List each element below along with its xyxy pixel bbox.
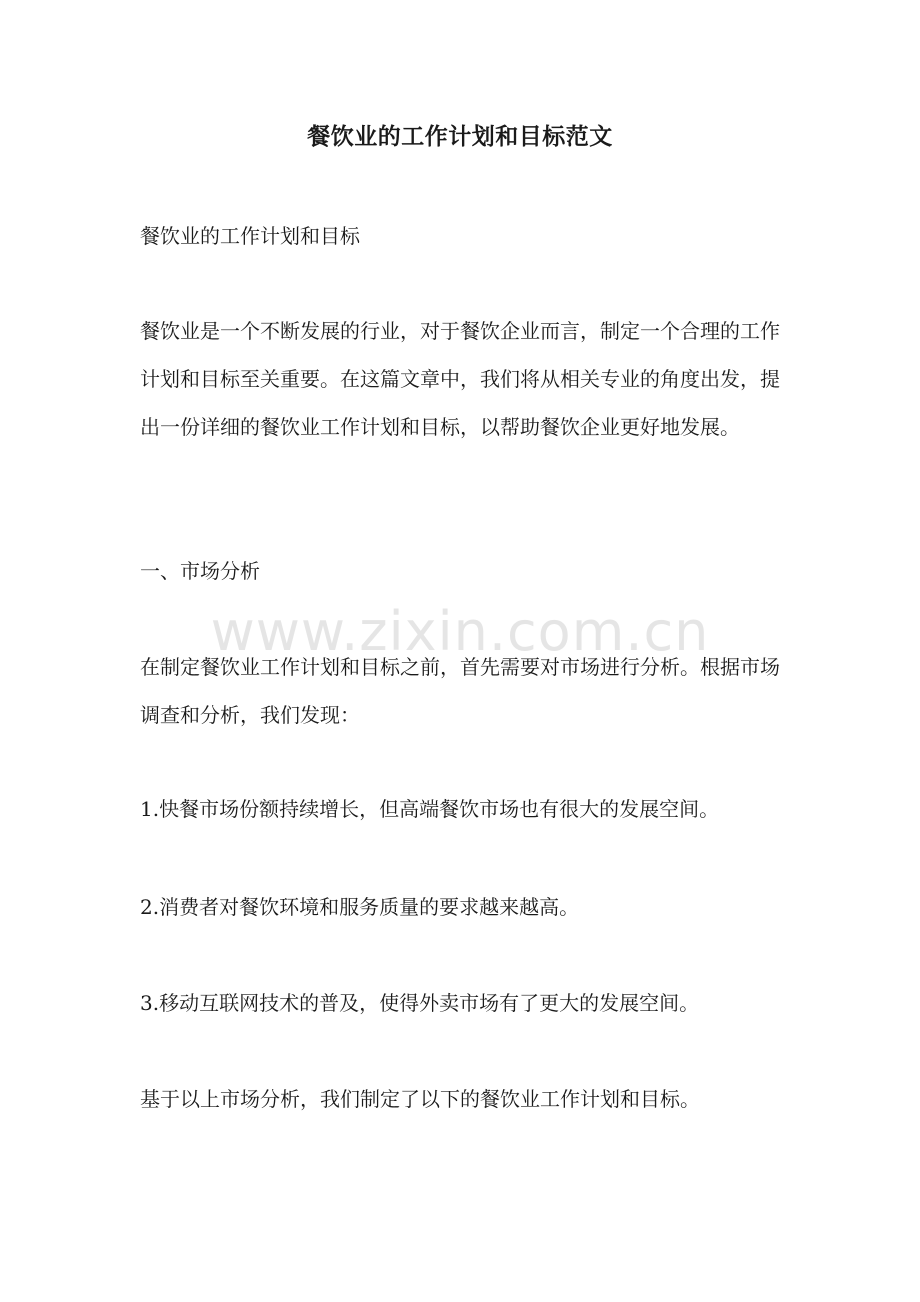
section-paragraph-market-analysis: 在制定餐饮业工作计划和目标之前，首先需要对市场进行分析。根据市场调查和分析，我们发现： bbox=[140, 655, 780, 727]
list-item-3: 3.移动互联网技术的普及，使得外卖市场有了更大的发展空间。 bbox=[140, 991, 700, 1015]
section-heading-market-analysis: 一、市场分析 bbox=[140, 559, 260, 583]
document-title: 餐饮业的工作计划和目标范文 bbox=[307, 123, 613, 150]
document-subtitle: 餐饮业的工作计划和目标 bbox=[140, 224, 360, 248]
list-item-1: 1.快餐市场份额持续增长，但高端餐饮市场也有很大的发展空间。 bbox=[140, 797, 720, 821]
conclusion-paragraph: 基于以上市场分析，我们制定了以下的餐饮业工作计划和目标。 bbox=[140, 1087, 700, 1111]
list-item-2: 2.消费者对餐饮环境和服务质量的要求越来越高。 bbox=[140, 895, 580, 919]
watermark: www.zixin.com.cn bbox=[210, 600, 710, 663]
intro-paragraph: 餐饮业是一个不断发展的行业，对于餐饮企业而言，制定一个合理的工作计划和目标至关重要。在这篇文章中，我们将从相关专业的角度出发，提出一份详细的餐饮业工作计划和目标，以帮助餐饮企业更好地发展。 bbox=[140, 319, 780, 439]
